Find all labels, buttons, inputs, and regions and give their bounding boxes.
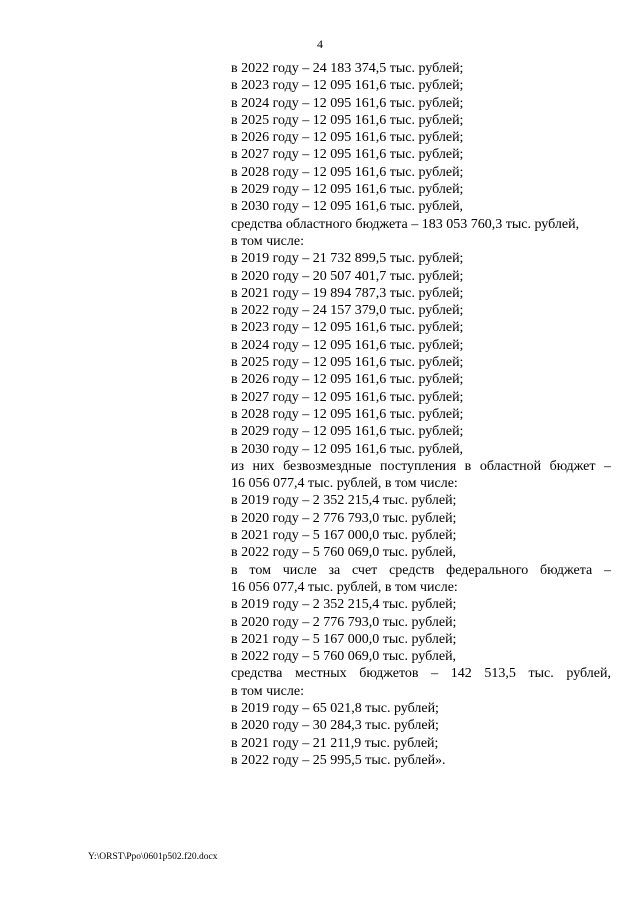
text-line: в 2024 году – 12 095 161,6 тыс. рублей; bbox=[231, 95, 464, 111]
text-line: в 2026 году – 12 095 161,6 тыс. рублей; bbox=[231, 372, 464, 388]
text-line: в 2022 году – 24 183 374,5 тыс. рублей; bbox=[231, 61, 464, 76]
text-line: в 2019 году – 21 732 899,5 тыс. рублей; bbox=[231, 251, 464, 267]
text-line: в 2023 году – 12 095 161,6 тыс. рублей; bbox=[231, 320, 464, 336]
text-line: в 2022 году – 25 995,5 тыс. рублей». bbox=[231, 752, 446, 768]
text-line: в 2024 году – 12 095 161,6 тыс. рублей; bbox=[231, 337, 464, 353]
page-number: 4 bbox=[317, 37, 323, 51]
text-line: в 2020 году – 2 776 793,0 тыс. рублей; bbox=[231, 614, 457, 630]
text-line: в 2025 году – 12 095 161,6 тыс. рублей; bbox=[231, 112, 464, 128]
text-line: 16 056 077,4 тыс. рублей, в том числе: bbox=[231, 476, 458, 492]
text-line: в 2022 году – 24 157 379,0 тыс. рублей; bbox=[231, 303, 464, 319]
text-line: в том числе за счет средств федерального бюджета – bbox=[231, 562, 611, 578]
text-line: в 2028 году – 12 095 161,6 тыс. рублей; bbox=[231, 406, 464, 422]
funding-text-block bbox=[231, 60, 611, 769]
text-line: в 2023 году – 12 095 161,6 тыс. рублей; bbox=[231, 78, 464, 94]
text-line: в 2022 году – 5 760 069,0 тыс. рублей, bbox=[231, 545, 457, 561]
text-line: в том числе: bbox=[231, 683, 304, 699]
text-line: в 2019 году – 2 352 215,4 тыс. рублей; bbox=[231, 493, 457, 509]
text-line: в 2029 году – 12 095 161,6 тыс. рублей; bbox=[231, 424, 464, 440]
text-line: в 2020 году – 2 776 793,0 тыс. рублей; bbox=[231, 510, 457, 526]
text-line: в 2021 году – 21 211,9 тыс. рублей; bbox=[231, 735, 439, 751]
text-line: в 2021 году – 5 167 000,0 тыс. рублей; bbox=[231, 528, 457, 544]
text-line: средства местных бюджетов – 142 513,5 тыс. рублей, bbox=[231, 666, 611, 682]
text-line: 16 056 077,4 тыс. рублей, в том числе: bbox=[231, 579, 458, 595]
text-line: в том числе: bbox=[231, 233, 304, 249]
text-line: в 2022 году – 5 760 069,0 тыс. рублей, bbox=[231, 649, 457, 665]
text-line: в 2021 году – 19 894 787,3 тыс. рублей; bbox=[231, 285, 464, 301]
text-line: в 2019 году – 2 352 215,4 тыс. рублей; bbox=[231, 597, 457, 613]
text-line: в 2027 году – 12 095 161,6 тыс. рублей; bbox=[231, 147, 464, 163]
text-line: в 2025 году – 12 095 161,6 тыс. рублей; bbox=[231, 355, 464, 371]
text-line: в 2029 году – 12 095 161,6 тыс. рублей; bbox=[231, 182, 464, 198]
text-line: средства областного бюджета – 183 053 760,3 тыс. рублей, bbox=[231, 216, 580, 232]
text-line: в 2020 году – 30 284,3 тыс. рублей; bbox=[231, 718, 439, 734]
text-line: в 2030 году – 12 095 161,6 тыс. рублей, bbox=[231, 199, 464, 215]
text-line: в 2027 году – 12 095 161,6 тыс. рублей; bbox=[231, 389, 464, 405]
text-line: в 2028 году – 12 095 161,6 тыс. рублей; bbox=[231, 164, 464, 180]
text-line: в 2030 году – 12 095 161,6 тыс. рублей, bbox=[231, 441, 464, 457]
text-line: в 2019 году – 65 021,8 тыс. рублей; bbox=[231, 700, 439, 716]
text-line: в 2026 году – 12 095 161,6 тыс. рублей; bbox=[231, 130, 464, 146]
text-line: в 2020 году – 20 507 401,7 тыс. рублей; bbox=[231, 268, 464, 284]
text-line: в 2021 году – 5 167 000,0 тыс. рублей; bbox=[231, 631, 457, 647]
file-path-footer: Y:\ORST\Ppo\0601p502.f20.docx bbox=[88, 852, 218, 862]
text-line: из них безвозмездные поступления в областной бюджет – bbox=[231, 458, 611, 474]
